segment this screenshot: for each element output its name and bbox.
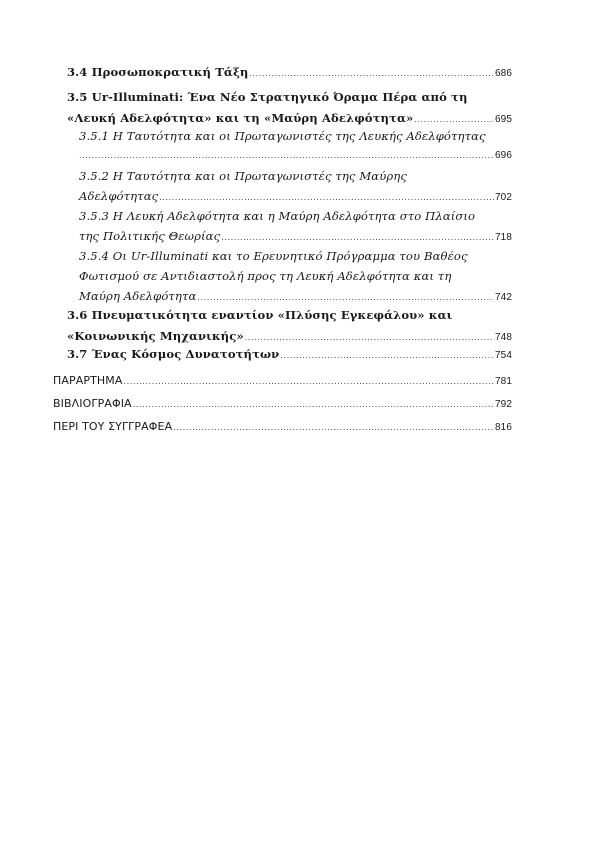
toc-page-number: 686 [495, 68, 512, 79]
toc-entry-title-line3: Μαύρη Αδελφότητα [79, 289, 197, 303]
dot-leader [221, 228, 494, 248]
toc-entry-3-7[interactable] [67, 344, 512, 366]
toc-page-number: 702 [495, 192, 512, 203]
toc-entry-title: ΒΙΒΛΙΟΓΡΑΦΙΑ [53, 397, 132, 410]
toc-page-number: 792 [495, 399, 512, 410]
dot-leader [124, 371, 495, 392]
toc-entry-title-line1: 3.6 Πνευματικότητα εναντίον «Πλύσης Εγκεφάλου» και [67, 308, 453, 322]
toc-entry-3-4[interactable] [67, 62, 512, 84]
toc-entry-title-line2: «Λευκή Αδελφότητα» και τη «Μαύρη Αδελφότητα» [67, 111, 414, 125]
dot-leader [133, 394, 494, 415]
toc-entry-appendix[interactable] [53, 370, 512, 392]
toc-entry-title: ΠΑΡΑΡΤΗΜΑ [53, 374, 123, 387]
toc-entry-about-author[interactable] [53, 416, 512, 438]
toc-page-number: 781 [495, 376, 512, 387]
toc-entry-3-5-3[interactable] [79, 206, 512, 248]
toc-entry-title: ΠΕΡΙ ΤΟΥ ΣΥΓΓΡΑΦΕΑ [53, 420, 173, 433]
toc-entry-title-line2: Αδελφότητας [79, 189, 159, 203]
toc-entry-title-line1: 3.5.1 Η Ταυτότητα και οι Πρωταγωνιστές της Λευκής Αδελφότητας [79, 129, 486, 143]
toc-entry-title-line1: 3.5.3 Η Λευκή Αδελφότητα και η Μαύρη Αδελφότητα στο Πλαίσιο [79, 209, 476, 223]
toc-entry-3-5-1[interactable] [79, 126, 512, 166]
toc-page-number: 718 [495, 232, 512, 243]
toc-entry-3-5-2[interactable] [79, 166, 512, 208]
toc-entry-title-line1: 3.5 Ur-Illuminati: Ένα Νέο Στρατηγικό Όραμα Πέρα από τη [67, 90, 468, 104]
toc-entry-title-line2: Φωτισμού σε Αντιδιαστολή προς τη Λευκή Αδελφότητα και τη [79, 269, 452, 283]
dot-leader [280, 345, 494, 366]
dot-leader [249, 63, 494, 84]
toc-entry-title: 3.4 Προσωποκρατική Τάξη [67, 65, 249, 79]
toc-page-number: 695 [495, 114, 512, 125]
toc-entry-title-line2: της Πολιτικής Θεωρίας [79, 229, 221, 243]
toc-page-number: 816 [495, 422, 512, 433]
toc-entry-bibliography[interactable] [53, 393, 512, 415]
toc-entry-3-5[interactable] [67, 87, 512, 130]
toc-entry-title-line1: 3.5.2 Η Ταυτότητα και οι Πρωταγωνιστές της Μαύρης [79, 169, 407, 183]
dot-leader [159, 188, 494, 208]
dot-leader [79, 146, 494, 166]
toc-page-number: 754 [495, 350, 512, 361]
toc-page-number: 748 [495, 332, 512, 343]
toc-entry-title-line1: 3.5.4 Οι Ur-Illuminati και το Ερευνητικό Πρόγραμμα του Βαθέος [79, 249, 468, 263]
toc-entry-3-5-4[interactable] [79, 246, 512, 308]
toc-page-number: 696 [495, 150, 512, 161]
toc-entry-title-line2: «Κοινωνικής Μηχανικής» [67, 329, 244, 343]
toc-entry-3-6[interactable] [67, 305, 512, 348]
toc-page-number: 742 [495, 292, 512, 303]
dot-leader [173, 417, 494, 438]
toc-entry-title: 3.7 Ένας Κόσμος Δυνατοτήτων [67, 347, 280, 361]
